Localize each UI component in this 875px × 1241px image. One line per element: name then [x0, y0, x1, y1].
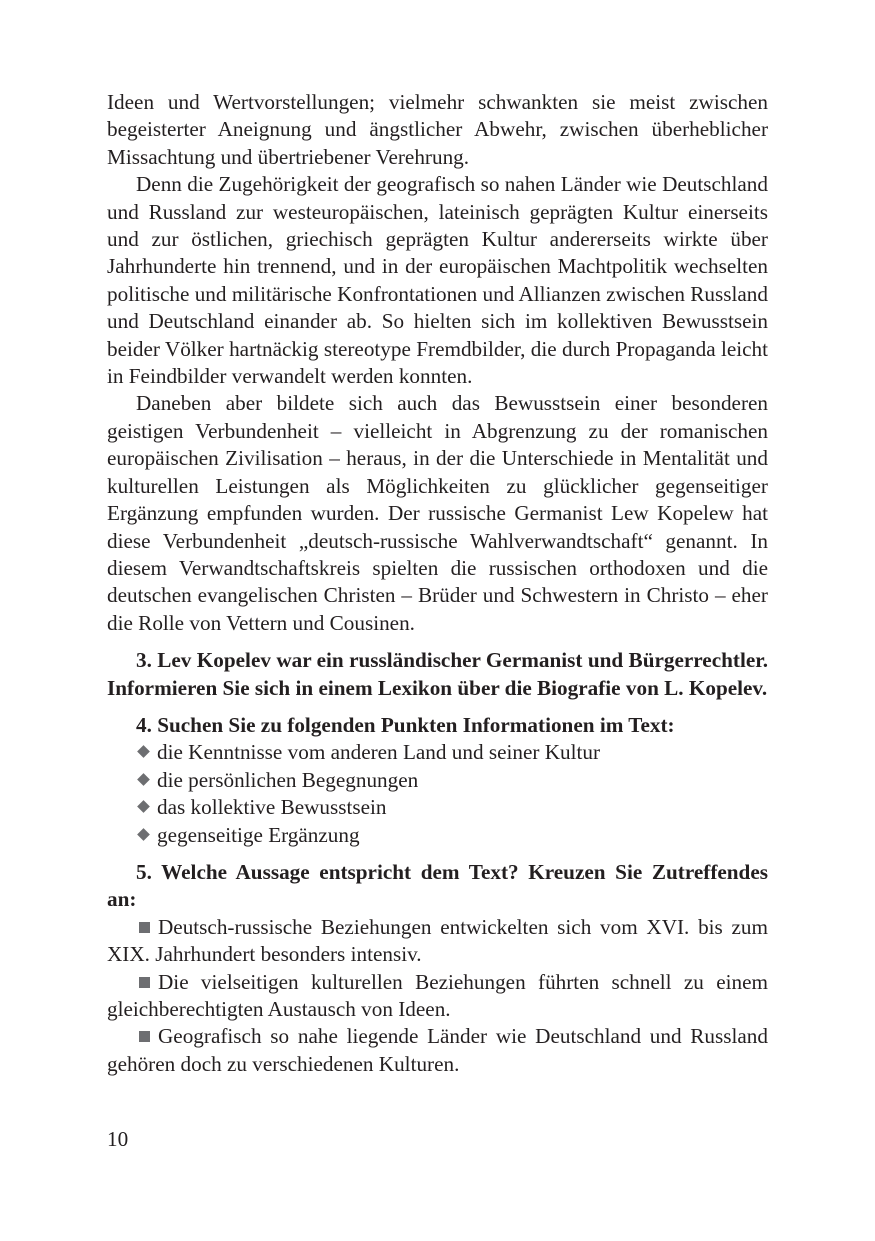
body-paragraph-1: Ideen und Wertvorstellungen; vielmehr schwankten sie meist zwischen begeisterter Aneignung und ängstlicher Abwehr, zwischen überheblicher Missachtung und übertriebener Verehrung.: [107, 90, 768, 169]
checkbox-square-icon[interactable]: [139, 1031, 150, 1042]
list-item-text: die persönlichen Begegnungen: [157, 767, 419, 792]
diamond-bullet-icon: [137, 828, 150, 841]
answer-option-3[interactable]: [107, 1023, 768, 1078]
list-item: [107, 767, 768, 794]
list-item: [107, 822, 768, 849]
diamond-bullet-icon: [137, 773, 150, 786]
diamond-bullet-icon: [137, 800, 150, 813]
answer-option-text: Deutsch-russische Beziehungen entwickelten sich vom XVI. bis zum XIX. Jahrhundert besonders intensiv.: [107, 914, 768, 967]
answer-option-text: Die vielseitigen kulturellen Beziehungen führten schnell zu einem gleichberechtigten Austausch von Ideen.: [107, 969, 768, 1021]
list-item: [107, 739, 768, 766]
list-item: [107, 794, 768, 821]
checkbox-square-icon[interactable]: [139, 977, 150, 988]
body-paragraph-3: Daneben aber bildete sich auch das Bewusstsein einer besonderen geistigen Verbundenheit – vielleicht in Abgrenzung zu der romanischen europäischen Zivilisation – heraus, in der die Unterschiede in Mentalität und kulturellen Leistungen als Möglichkeiten zu glücklicher gegenseitiger Ergänzung empfunden wurden. Der russische Germanist Lew Kopelew hat diese Verbundenheit „deutsch-russische Wahlverwandtschaft“ genannt. In diesem Verwandtschaftskreis spielten die russischen orthodoxen und die deutschen evangelischen Christen – Brüder und Schwestern in Christo – eher die Rolle von Vettern und Cousinen.: [107, 391, 768, 635]
page-number: 10: [107, 1127, 129, 1151]
checkbox-square-icon[interactable]: [139, 922, 150, 933]
list-item-text: das kollektive Bewusstsein: [157, 795, 387, 820]
list-item-text: gegenseitige Ergänzung: [157, 822, 360, 847]
list-item-text: die Kenntnisse vom anderen Land und seiner Kultur: [157, 740, 601, 765]
answer-option-text: Geografisch so nahe liegende Länder wie Deutschland und Russland gehören doch zu verschiedenen Kulturen.: [107, 1024, 768, 1076]
answer-option-1[interactable]: [107, 914, 768, 969]
diamond-bullet-icon: [137, 745, 150, 758]
task-3: 3. Lev Kopelev war ein russländischer Germanist und Bürgerrechtler. Informieren Sie sich in einem Lexikon über die Biografie von L. Kopelev.: [107, 648, 768, 700]
answer-option-2[interactable]: [107, 969, 768, 1024]
body-paragraph-2: Denn die Zugehörigkeit der geografisch so nahen Länder wie Deutschland und Russland zur westeuropäischen, lateinisch geprägten Kultur einerseits und zur östlichen, griechisch geprägten Kultur andererseits wirkte über Jahrhunderte hin trennend, und in der europäischen Machtpolitik wechselten politische und militärische Konfrontationen und Allianzen zwischen Russland und Deutschland einander ab. So hielten sich im kollektiven Bewusstsein beider Völker hartnäckig stereotype Fremdbilder, die durch Propaganda leicht in Feindbilder verwandelt werden konnten.: [107, 172, 768, 389]
task-4-title: 4. Suchen Sie zu folgenden Punkten Informationen im Text:: [136, 712, 675, 737]
task-4-list: [107, 739, 768, 849]
task-5-title: 5. Welche Aussage entspricht dem Text? Kreuzen Sie Zutreffendes an:: [107, 859, 768, 912]
page-content: [107, 89, 768, 1078]
